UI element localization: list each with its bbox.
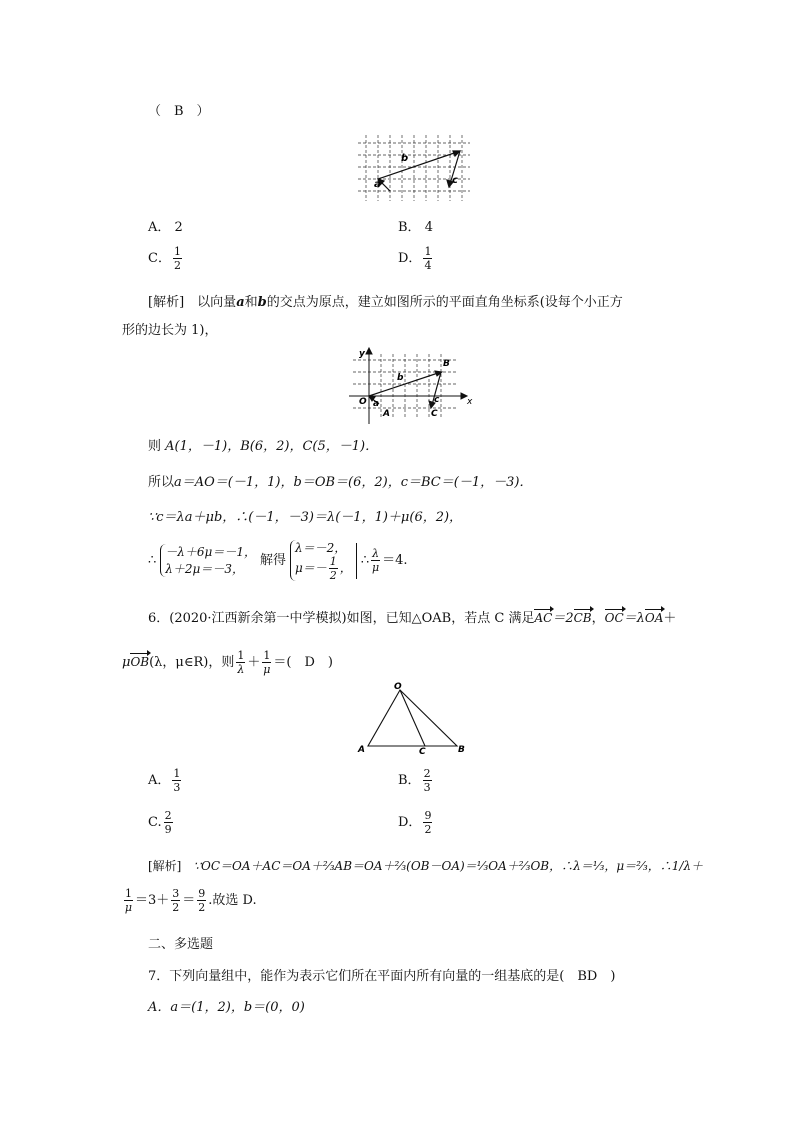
figure-triangle-oab [352, 680, 470, 754]
figure-coordinate-system [345, 346, 475, 426]
fig1-label-b: b [401, 153, 409, 164]
q6-option-b: B． $\frac{2}{3}$ [398, 767, 431, 794]
section-title-multi-choice: 二、多选题 [148, 937, 214, 952]
q5-option-d: D． $\frac{1}{4}$ [398, 245, 432, 272]
fig1-label-a: a [374, 179, 381, 190]
fig2-label-y: y [359, 349, 365, 359]
q6-stem-line1: 6．(2020·江西新余第一中学模拟)如图，已知△OAB，若点 C 满足AC＝2CB，OC＝λOA＋ [148, 611, 677, 626]
q5-option-b: B． 4 [398, 220, 433, 235]
fig2-label-o: O [359, 397, 367, 407]
q6-explain-line1: [解析] ∵OC＝OA＋AC＝OA＋⅔AB＝OA＋⅔(OB－OA)＝⅓OA＋⅔OB，∴λ＝⅓，μ＝⅔，∴1/λ＋ [148, 859, 704, 873]
q5-points: 则 A(1，－1)，B(6，2)，C(5，－1)． [148, 439, 379, 454]
fig2-label-a-vec: a [373, 399, 380, 409]
fig2-label-a-point: A [383, 409, 390, 419]
q5-option-a: A． 2 [148, 220, 183, 235]
q5-option-c: C． $\frac{1}{2}$ [148, 245, 181, 272]
fig3-label-c: C [419, 747, 426, 754]
fig2-label-x: x [467, 397, 473, 407]
q7-option-a: A．a＝(1，2)，b＝(0，0) [148, 1000, 305, 1015]
fig2-label-c-point: C [431, 409, 438, 419]
fig3-label-b: B [458, 745, 465, 754]
fig2-label-c-vec: c [434, 395, 440, 405]
fig3-label-o: O [394, 682, 402, 692]
q6-option-a: A． $\frac{1}{3}$ [148, 767, 181, 794]
q5-since-line: ∵c＝λa＋μb，∴(－1，－3)＝λ(－1，1)＋μ(6，2)， [148, 510, 463, 525]
fig1-label-c: c [452, 175, 458, 186]
q6-option-d: D． $\frac{9}{2}$ [398, 809, 432, 836]
q6-option-c: C. $\frac{2}{9}$ [148, 809, 172, 836]
q6-stem-line2: μOB(λ，μ∈R)，则 $\frac{1}{\lambda}$ ＋ $\frac{1}{\mu}$ ＝( D ) [122, 649, 333, 676]
q5-answer: （ B ） [148, 104, 210, 119]
q5-explain-line1: [解析] 以向量a和b的交点为原点，建立如图所示的平面直角坐标系(设每个小正方 [148, 295, 623, 310]
fig2-label-b-vec: b [397, 373, 404, 383]
fig2-label-b-point: B [443, 359, 450, 369]
fig3-label-a: A [358, 745, 365, 754]
q6-explain-line2: $\frac{1}{\mu}$ ＝3＋ $\frac{3}{2}$ ＝ $\frac{9}{2}$ .故选 D. [124, 887, 257, 914]
q5-vectors: 所以a＝AO＝(－1，1)，b＝OB＝(6，2)，c＝BC＝(－1，－3)． [148, 475, 533, 490]
figure-grid-vectors [358, 135, 470, 201]
q5-explain-line2: 形的边长为 1)， [122, 323, 218, 338]
q7-stem: 7．下列向量组中，能作为表示它们所在平面内所有向量的一组基底的是( BD ) [148, 969, 616, 984]
q5-system: ∴ －λ＋6μ＝－1， λ＋2μ＝－3， 解得 λ＝－2， μ＝－ $\frac{1}{2}$ ， ∴ $\frac{\lambda}{\mu}$ ＝4. [148, 541, 408, 583]
